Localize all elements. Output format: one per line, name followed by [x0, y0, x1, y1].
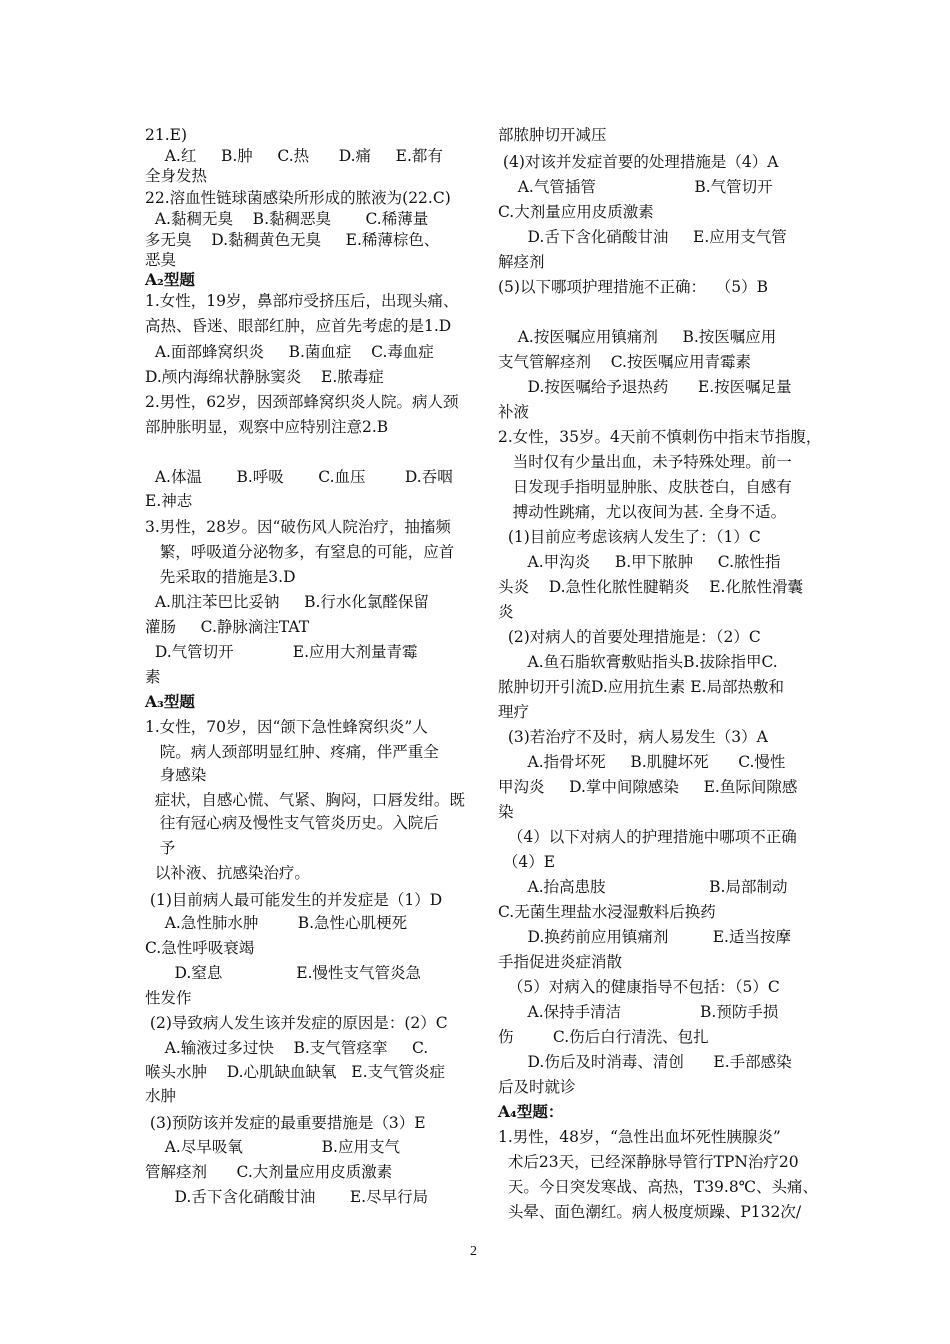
left-column-line: A.肌注苯巴比妥钠 B.行水化氯醛保留 — [145, 593, 429, 611]
right-column-line: D.按医嘱给予退热药 E.按医嘱足量 — [498, 378, 792, 396]
right-column-line: 头炎 D.急性化脓性腱鞘炎 E.化脓性滑囊 — [498, 578, 803, 596]
left-column-line: A₂型题 — [145, 270, 195, 289]
right-column-line: A.气管插管 B.气管切开 — [498, 178, 773, 196]
left-column-line: (3)预防该并发症的最重要措施是（3）E — [145, 1114, 426, 1132]
left-column-line: D.窒息 E.慢性支气管炎急 — [145, 964, 422, 982]
right-column-line: (1)目前应考虑该病人发生了：（1）C — [498, 528, 761, 546]
left-column-line: A.红 B.肿 C.热 D.痛 E.都有 — [145, 147, 443, 165]
right-column-line: 手指促进炎症消散 — [498, 953, 623, 971]
right-column-line: 补液 — [498, 403, 530, 421]
left-column-line: 繁，呼吸道分泌物多，有窒息的可能，应首 — [145, 543, 455, 561]
left-column-line: 予 — [145, 839, 176, 857]
right-column-line: 日发现手指明显肿胀、皮肤苍白，自感有 — [498, 478, 792, 496]
left-column-line: 往有冠心病及慢性支气管炎历史。入院后 — [145, 814, 439, 832]
right-column-line: 支气管解痉剂 C.按医嘱应用青霉素 — [498, 353, 751, 371]
left-column-line: 1.女性，70岁，因“颌下急性蜂窝织炎”人 — [145, 718, 428, 736]
left-column-line: 素 — [145, 668, 161, 686]
right-column-line: A.甲沟炎 B.甲下脓肿 C.脓性指 — [498, 553, 781, 571]
left-column-line: 高热、昏迷、眼部红肿，应首先考虑的是1.D — [145, 317, 452, 335]
right-column-line: 炎 — [498, 603, 514, 621]
left-column-line: 身感染 — [145, 766, 207, 784]
right-column-line: 解痉剂 — [498, 253, 545, 271]
right-column-line: D.换药前应用镇痛剂 E.适当按摩 — [498, 928, 791, 946]
left-column-line: 部肿胀明显，观察中应特别注意2.B — [145, 418, 389, 436]
left-column-line: C.急性呼吸衰竭 — [145, 939, 255, 957]
left-column-line: 喉头水肿 D.心肌缺血缺氧 E.支气管炎症 — [145, 1063, 446, 1081]
right-column-line: A.按医嘱应用镇痛剂 B.按医嘱应用 — [498, 328, 777, 346]
left-column-line: 水肿 — [145, 1087, 177, 1105]
right-column-line: (5)以下哪项护理措施不正确： （5）B — [498, 278, 769, 296]
right-column-line: 染 — [498, 803, 514, 821]
left-column-line: (2)导致病人发生该并发症的原因是：(2）C — [145, 1014, 448, 1032]
right-column-line: 天。今日突发寒战、高热，T39.8℃、头痛、 — [498, 1178, 819, 1196]
left-column-line: D.气管切开 E.应用大剂量青霉 — [145, 643, 418, 661]
left-column-line: 2.男性，62岁，因颈部蜂窝织炎人院。病人颈 — [145, 393, 459, 411]
right-column-line: 后及时就诊 — [498, 1078, 576, 1096]
left-column-line: 多无臭 D.黏稠黄色无臭 E.稀薄棕色、 — [145, 231, 440, 249]
left-column-line: 21.E) — [145, 126, 188, 144]
right-column-line: 当时仅有少量出血，未予特殊处理。前一 — [498, 453, 792, 471]
left-column-line: 22.溶血性链球菌感染所形成的脓液为(22.C) — [145, 189, 451, 207]
left-column-line: 性发作 — [145, 989, 192, 1007]
right-column-line: 部脓肿切开减压 — [498, 126, 607, 144]
left-column-line: 全身发热 — [145, 167, 208, 185]
left-column-line: A.面部蜂窝织炎 B.菌血症 C.毒血症 — [145, 343, 434, 361]
left-column-line: A.输液过多过快 B.支气管痉挛 C. — [145, 1039, 429, 1057]
left-column-line: A.急性肺水肿 B.急性心肌梗死 — [145, 914, 408, 932]
right-column-line: C.无菌生理盐水浸湿敷料后换药 — [498, 903, 716, 921]
right-column-line: 脓肿切开引流D.应用抗生素 E.局部热敷和 — [498, 678, 784, 696]
right-column-line: (3)若治疗不及时，病人易发生（3）A — [498, 728, 768, 746]
left-column-line: 院。病人颈部明显红肿、疼痛，伴严重全 — [145, 743, 439, 761]
left-column-line: 以补液、抗感染治疗。 — [145, 864, 310, 882]
right-column-line: A₄型题： — [498, 1102, 564, 1121]
left-column-line: 灌肠 C.静脉滴注TAT — [145, 618, 310, 636]
left-column-line: A.黏稠无臭 B.黏稠恶臭 C.稀薄量 — [145, 210, 429, 228]
right-column-line: A.抬高患肢 B.局部制动 — [498, 878, 788, 896]
page-number: 2 — [470, 1244, 477, 1259]
left-column-line: 3.男性，28岁。因“破伤风人院治疗，抽搐频 — [145, 518, 451, 536]
left-column-line: 恶臭 — [145, 251, 177, 269]
right-column-line: 术后23天，已经深静脉导管行TPN治疗20 — [498, 1153, 799, 1171]
left-column-line: (1)目前病人最可能发生的并发症是（1）D — [145, 891, 443, 909]
right-column-line: A.保持手清洁 B.预防手损 — [498, 1003, 779, 1021]
left-column-line: 1.女性，19岁，鼻部疖受挤压后，出现头痛、 — [145, 292, 459, 310]
right-column-line: 伤 C.伤后白行清洗、包扎 — [498, 1028, 709, 1046]
left-column-line: D.颅内海绵状静脉窦炎 E.脓毒症 — [145, 368, 384, 386]
right-column-line: D.舌下含化硝酸甘油 E.应用支气管 — [498, 228, 787, 246]
right-column-line: 理疗 — [498, 703, 530, 721]
right-column-line: (4)对该并发症首要的处理措施是（4）A — [498, 153, 779, 171]
right-column-line: 2.女性，35岁。4天前不慎刺伤中指末节指腹， — [498, 428, 822, 446]
right-column-line: A.鱼石脂软膏敷贴指头B.拔除指甲C. — [498, 653, 778, 671]
left-column-line: A₃型题 — [145, 692, 195, 711]
left-column-line: A.尽早吸氧 B.应用支气 — [145, 1138, 400, 1156]
left-column-line: 症状，自感心慌、气紧、胸闷，口唇发绀。既 — [145, 791, 465, 809]
left-column-line: D.舌下含化硝酸甘油 E.尽早行局 — [145, 1188, 429, 1206]
right-column-line: D.伤后及时消毒、清创 E.手部感染 — [498, 1053, 792, 1071]
right-column-line: C.大剂量应用皮质激素 — [498, 203, 654, 221]
right-column-line: （4）以下对病人的护理措施中哪项不正确 — [498, 828, 797, 846]
right-column-line: 搏动性跳痛，尤以夜间为甚. 全身不适。 — [498, 503, 787, 521]
right-column-line: 甲沟炎 D.掌中间隙感染 E.鱼际间隙感 — [498, 778, 798, 796]
left-column-line: E.神志 — [145, 492, 193, 510]
right-column-line: 头晕、面色潮红。病人极度烦躁、P132次/ — [498, 1203, 802, 1221]
left-column-line: A.体温 B.呼吸 C.血压 D.吞咽 — [145, 468, 453, 486]
left-column-line: 管解痉剂 C.大剂量应用皮质激素 — [145, 1163, 393, 1181]
right-column-line: 1.男性，48岁，“急性出血坏死性胰腺炎” — [498, 1128, 781, 1146]
right-column-line: A.指骨坏死 B.肌腱坏死 C.慢性 — [498, 753, 786, 771]
left-column-line: 先采取的措施是3.D — [145, 568, 296, 586]
right-column-line: （4）E — [498, 853, 556, 871]
right-column-line: (2)对病人的首要处理措施是：（2）C — [498, 628, 761, 646]
right-column-line: （5）对病入的健康指导不包括：（5）C — [498, 978, 780, 996]
